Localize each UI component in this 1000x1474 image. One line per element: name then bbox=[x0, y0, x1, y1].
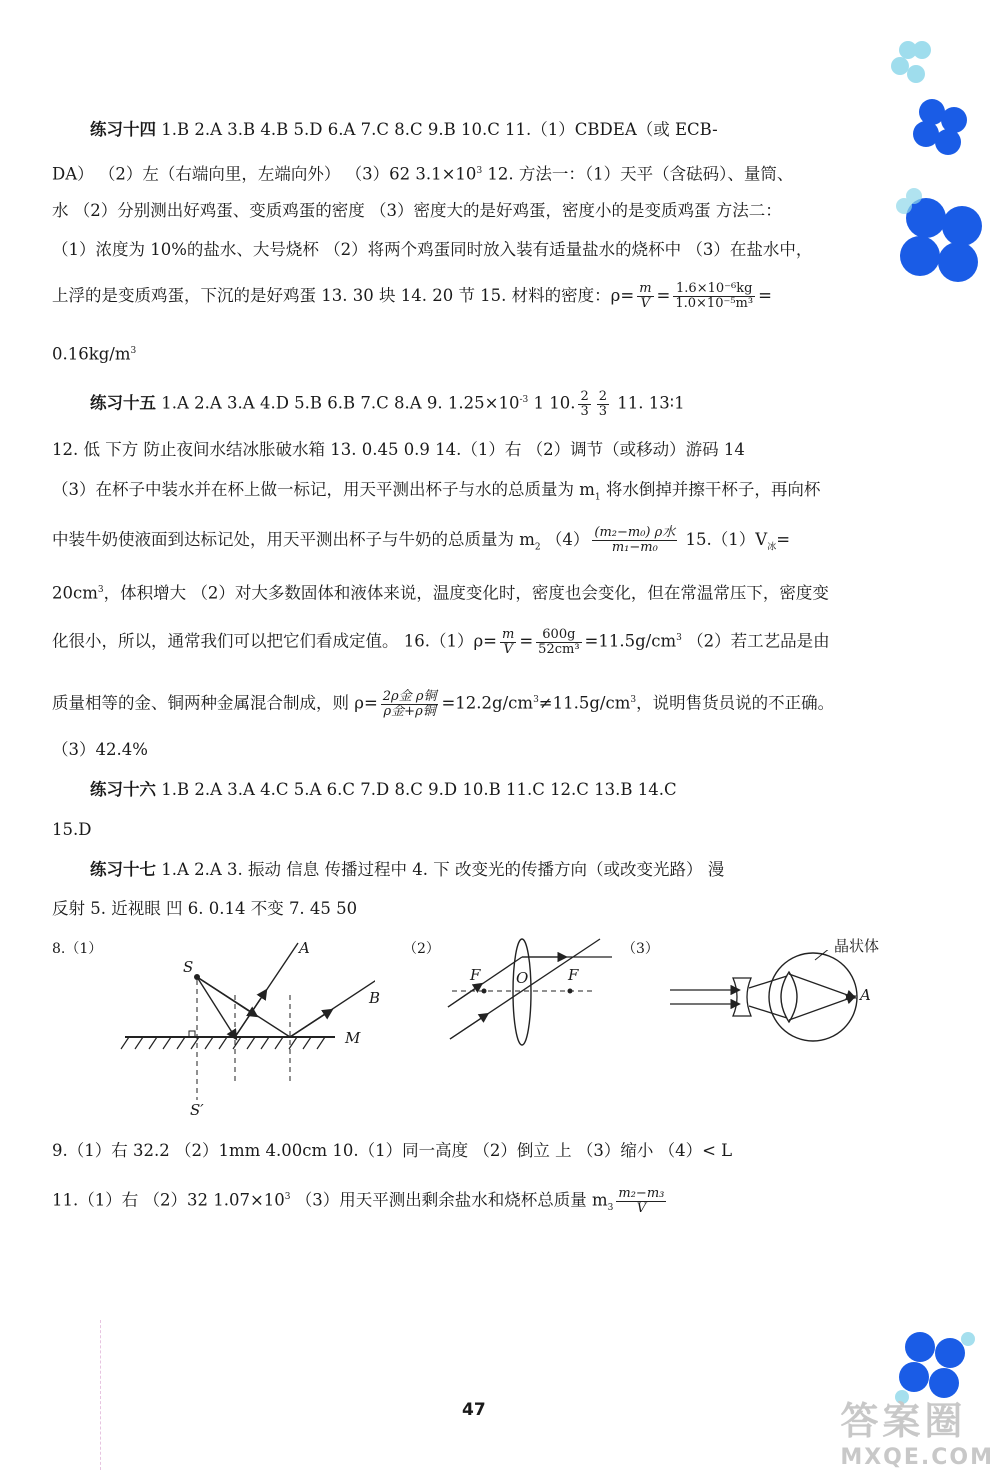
ex14-title: 练习十四 bbox=[90, 120, 156, 139]
point-a-label: A bbox=[299, 939, 310, 957]
ex17-answers-10b: （3）用天平测出剩余盐水和烧杯总质量 m bbox=[290, 1190, 608, 1210]
point-a-eye-label: A bbox=[860, 986, 871, 1004]
ex15-exp: 3 bbox=[676, 633, 682, 643]
ex15-line-3 bbox=[52, 479, 820, 508]
fraction-numerator: 1.6×10⁻⁶kg bbox=[673, 282, 755, 297]
ex15-answers-4c: 15.（1）V bbox=[680, 530, 768, 549]
ex15-answers-7: 质量相等的金、铜两种金属混合制成，则 ρ= bbox=[52, 693, 378, 713]
ex16-title: 练习十六 bbox=[90, 780, 156, 799]
fraction-denominator: V bbox=[636, 1200, 647, 1216]
ex17-sub: 3 bbox=[607, 1202, 614, 1213]
ex15-exp: 3 bbox=[533, 695, 539, 705]
fraction bbox=[673, 282, 755, 311]
fraction-denominator: ρ金+ρ铜 bbox=[383, 703, 436, 719]
ex14-exp: 3 bbox=[130, 346, 137, 356]
ex17-line-1 bbox=[90, 859, 724, 881]
ex17-title: 练习十七 bbox=[90, 860, 156, 879]
ex14-line-3 bbox=[52, 200, 782, 222]
q8-2-label: （2） bbox=[403, 941, 440, 957]
fraction-denominator: V bbox=[503, 641, 513, 657]
fraction-numerator: 2 bbox=[598, 388, 608, 404]
fraction bbox=[381, 690, 439, 719]
watermark bbox=[840, 1390, 994, 1470]
watermark-line-1: 答案圈 bbox=[840, 1399, 967, 1443]
fraction bbox=[578, 390, 590, 419]
ex15-line-6 bbox=[52, 627, 830, 657]
point-b-label: B bbox=[369, 989, 381, 1007]
ex15-answers-1b: 1 10. bbox=[528, 393, 576, 413]
ex15-exp: 3 bbox=[97, 585, 104, 595]
ex15-answers-5b: ，体积增大 （2）对大多数固体和液体来说，温度变化时，密度也会变化，但在常温常压下，密度变 bbox=[103, 583, 829, 603]
ex15-answers-6c: （2）若工艺品是由 bbox=[681, 631, 830, 651]
ex17-answers-9: 9.（1）右 32.2 （2）1mm 4.00cm 10.（1）同一高度 （2）倒立 上 （3）缩小 （4）< L bbox=[52, 1141, 733, 1160]
watermark-line-2: MXQE.COM bbox=[840, 1445, 994, 1470]
ex17-line-2 bbox=[52, 898, 357, 920]
ex15-exp: 3 bbox=[630, 695, 637, 705]
ex16-answers-1: 1.B 2.A 3.A 4.C 5.A 6.C 7.D 8.C 9.D 10.B 11.C 12.C 13.B 14.C bbox=[161, 780, 677, 799]
ex14-exp: 3 bbox=[476, 166, 483, 176]
ex15-answers-5: 20cm bbox=[52, 583, 98, 603]
clover-decoration-top bbox=[870, 30, 1000, 290]
fraction-numerator: m bbox=[502, 626, 515, 642]
ex15-line-7 bbox=[52, 689, 834, 719]
focal-point-left-label: F bbox=[470, 966, 481, 984]
fraction bbox=[500, 628, 516, 657]
ex15-answers-7d: ，说明售货员说的不正确。 bbox=[636, 693, 835, 713]
ex14-answers-5: 上浮的是变质鸡蛋，下沉的是好鸡蛋 13. 30 块 14. 20 节 15. 材料的密度：ρ= bbox=[52, 286, 635, 305]
fraction-numerator: 2 bbox=[580, 388, 589, 404]
ex15-line-5 bbox=[52, 579, 829, 605]
ex16-answers-2: 15.D bbox=[52, 820, 92, 839]
ex14-line-4 bbox=[52, 239, 812, 261]
ex15-answers-1: 1.A 2.A 3.A 4.D 5.B 6.B 7.C 8.A 9. 1.25×10 bbox=[161, 393, 520, 413]
fraction-numerator: m bbox=[639, 281, 652, 296]
ex15-answers-7b: =12.2g/cm bbox=[441, 693, 534, 713]
fraction-numerator: m₂−m₃ bbox=[618, 1185, 665, 1201]
ex15-line-4 bbox=[52, 526, 790, 558]
ex15-answers-6: 化很小，所以，通常我们可以把它们看成定值。 16.（1）ρ= bbox=[52, 631, 498, 651]
q8-label: 8.（1） bbox=[52, 941, 103, 957]
margin-guide bbox=[100, 1320, 101, 1470]
ex15-answers-3: （3）在杯子中装水并在杯上做一标记，用天平测出杯子与水的总质量为 m bbox=[52, 480, 595, 499]
ex16-line-2 bbox=[52, 819, 91, 841]
ex17-answers-1: 1.A 2.A 3. 振动 信息 传播过程中 4. 下 改变光的传播方向（或改变光路） 漫 bbox=[161, 860, 725, 879]
equals-sign: = bbox=[656, 286, 671, 305]
ex15-answers-8: （3）42.4% bbox=[52, 740, 148, 759]
fraction bbox=[637, 282, 653, 311]
ex15-title: 练习十五 bbox=[90, 393, 156, 413]
ex17-answers-10: 11.（1）右 （2）32 1.07×10 bbox=[52, 1190, 285, 1210]
ex15-answers-3b: 将水倒掉并擦干杯子，再向杯 bbox=[600, 480, 821, 499]
ex14-line-6 bbox=[52, 340, 136, 366]
fraction bbox=[536, 628, 581, 657]
ex17-exp: 3 bbox=[284, 1192, 291, 1202]
ex15-sub: 1 bbox=[594, 492, 601, 503]
optical-center-label: O bbox=[516, 969, 529, 987]
fraction-denominator: 52cm³ bbox=[538, 641, 580, 657]
q8-3-label: （3） bbox=[622, 941, 659, 957]
fraction bbox=[592, 526, 677, 555]
ex15-line-1 bbox=[90, 389, 685, 419]
ex17-answers-2: 反射 5. 近视眼 凹 6. 0.14 不变 7. 45 50 bbox=[52, 899, 358, 918]
ex14-line-1 bbox=[90, 119, 718, 141]
fraction bbox=[616, 1187, 666, 1216]
convex-lens-diagram bbox=[440, 935, 620, 1050]
ex14-line-5 bbox=[52, 282, 772, 311]
ex17-line-9 bbox=[52, 1140, 732, 1162]
ex15-answers-2: 12. 低 下方 防止夜间水结冰胀破水箱 13. 0.45 0.9 14.（1）右 （2）调节（或移动）游码 14 bbox=[52, 440, 745, 459]
equals-sign: = bbox=[758, 286, 772, 305]
fraction-denominator: m₁−m₀ bbox=[611, 540, 658, 555]
ex15-answers-7c: ≠11.5g/cm bbox=[538, 693, 631, 713]
focal-point-right-label: F bbox=[568, 966, 579, 984]
fraction-numerator: (m₂−m₀) ρ水 bbox=[594, 525, 676, 540]
ex15-sub: 2 bbox=[534, 542, 541, 553]
reflection-diagram bbox=[115, 935, 375, 1125]
ex15-answers-4b: （4） bbox=[540, 530, 590, 549]
page-number: 47 bbox=[462, 1400, 486, 1420]
ex15-line-2 bbox=[52, 439, 745, 461]
fraction-denominator: 3 bbox=[580, 403, 589, 419]
ex14-answers-2: DA） （2）左（右端向里，左端向外） （3）62 3.1×10 bbox=[52, 164, 477, 184]
fraction bbox=[597, 390, 609, 419]
ex14-answers-2b: 12. 方法一：（1）天平（含砝码）、量筒、 bbox=[482, 164, 794, 184]
ex14-answers-1: 1.B 2.A 3.B 4.B 5.D 6.A 7.C 8.C 9.B 10.C 11.（1）CBDEA（或 ECB- bbox=[161, 120, 718, 139]
ex15-exp: -3 bbox=[519, 395, 529, 405]
fraction-numerator: 2ρ金 ρ铜 bbox=[382, 688, 437, 704]
ex14-answers-4: （1）浓度为 10%的盐水、大号烧杯 （2）将两个鸡蛋同时放入装有适量盐水的烧杯中 （3）在盐水中， bbox=[52, 240, 813, 259]
ex15-answers-4: 中装牛奶使液面到达标记处，用天平测出杯子与牛奶的总质量为 m bbox=[52, 530, 535, 549]
ex17-line-10 bbox=[52, 1186, 669, 1219]
ex14-answers-3: 水 （2）分别测出好鸡蛋、变质鸡蛋的密度 （3）密度大的是好鸡蛋，密度小的是变质鸡蛋 方法二： bbox=[52, 201, 782, 220]
crystalline-lens-label: 晶状体 bbox=[834, 937, 880, 955]
ex15-answers-6b: =11.5g/cm bbox=[584, 631, 677, 651]
point-m-label: M bbox=[345, 1029, 361, 1047]
fraction-denominator: V bbox=[640, 296, 651, 311]
fraction-denominator: 1.0×10⁻⁵m³ bbox=[675, 296, 754, 311]
ex15-sub: 冰 bbox=[767, 542, 777, 553]
ex15-answers-1c: 11. 13∶1 bbox=[612, 393, 685, 413]
point-s-label: S bbox=[183, 958, 194, 976]
equals-sign: = bbox=[776, 530, 791, 549]
point-s-prime-label: S′ bbox=[190, 1101, 204, 1119]
fraction-numerator: 600g bbox=[536, 628, 581, 643]
fraction-denominator: 3 bbox=[598, 403, 608, 419]
eye-correction-diagram bbox=[665, 950, 870, 1060]
ex16-line-1 bbox=[90, 779, 677, 801]
equals-sign: = bbox=[519, 631, 534, 651]
ex14-line-2 bbox=[52, 160, 793, 186]
ex15-line-8 bbox=[52, 739, 148, 761]
ex14-answers-6: 0.16kg/m bbox=[52, 344, 131, 364]
